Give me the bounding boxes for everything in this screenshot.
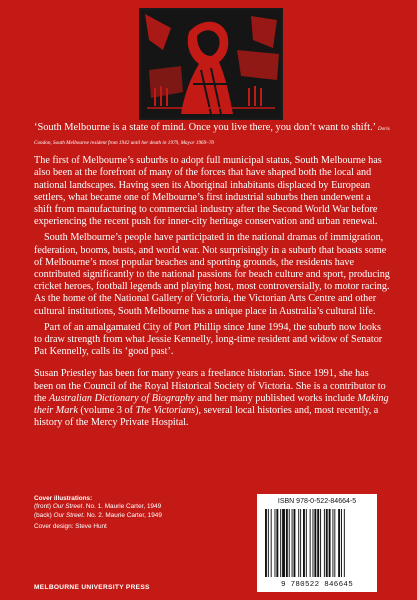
isbn-text: ISBN 978-0-522-84664-5 [277, 498, 357, 505]
credits-heading: Cover illustrations: [34, 495, 93, 502]
blurb-paragraph-1: The first of Melbourne’s suburbs to adopt full municipal status, South Melbourne has also been at the forefront of many of the forces that have shaped both the local and national landscapes. Having seen its Aboriginal inhabitants displaced by European settlers, what became one of Melbourne’s first industrial suburbs then underwent a shift from manufacturing to commercial industry after the Second World War before experiencing the recent push for inner-city heritage conservation and urban renewal. [34, 155, 382, 228]
credit-title: Our Street [52, 503, 83, 511]
barcode-icon [265, 509, 369, 577]
credit-back [34, 512, 224, 520]
author-bio-title: The Victorians [135, 405, 196, 417]
cover-illustration [139, 8, 283, 120]
author-bio-title: Australian Dictionary of Biography [49, 392, 195, 404]
back-cover-text [34, 122, 390, 433]
blurb-paragraph-3: Part of an amalgamated City of Port Phillip since June 1994, the suburb now looks to draw strength from what Jessie Kennelly, long-time resident and widow of Senator Pat Kennelly, calls its ‘good past’. [34, 321, 383, 358]
author-bio-text: ), several local histories and, most recently, a history of the Mercy Private Hospital. [34, 405, 379, 429]
woodcut-figure-artwork [141, 10, 281, 118]
author-bio-text: Susan Priestley has been for many years a freelance historian. Since 1991, she has been on the Council of the Royal Historical Society of Victoria. She is a contributor to the [34, 368, 386, 404]
quote-text: ‘South Melbourne is a state of mind. Once you live there, you don’t want to shift.’ [34, 122, 376, 133]
credit-title: Our Street [53, 511, 84, 519]
credit-label: (front) [34, 503, 53, 511]
credit-detail: . No. 2. Maurie Carter, 1949 [83, 511, 162, 519]
credit-front [34, 503, 224, 511]
blurb-paragraph-2: South Melbourne’s people have participated in the national dramas of immigration, federation, booms, busts, and world war. Not surprisingly in a suburb that boasts some of Melbourne’s most popular beaches and sporting grounds, the residents have contributed significantly to the national passions for beach culture and sport, producing cricket heroes, football legends and playing host, most controversially, to motor racing. As the home of the National Gallery of Victoria, the Victorian Arts Centre and other cultural institutions, South Melbourne has a unique place in Australia’s cultural life. [34, 232, 390, 317]
epigraph-quote [34, 122, 390, 149]
publisher-name: MELBOURNE UNIVERSITY PRESS [34, 584, 150, 591]
credit-label: (back) [34, 511, 54, 519]
credit-design: Cover design: Steve Hunt [34, 523, 107, 531]
barcode-panel [257, 494, 377, 592]
author-bio [34, 368, 390, 429]
author-bio-text: (volume 3 of [77, 405, 136, 417]
barcode-number: 9 780522 846645 [280, 581, 353, 589]
cover-credits [34, 495, 224, 532]
author-bio-text: and her many published works include [194, 392, 358, 404]
credit-detail: . No. 1. Maurie Carter, 1949 [82, 503, 162, 511]
author-bio-title: Making their Mark [34, 392, 389, 417]
quote-attribution: Doris Condon, South Melbourne resident from 1942 until her death in 1979, Mayor 1969–70 [34, 126, 390, 146]
